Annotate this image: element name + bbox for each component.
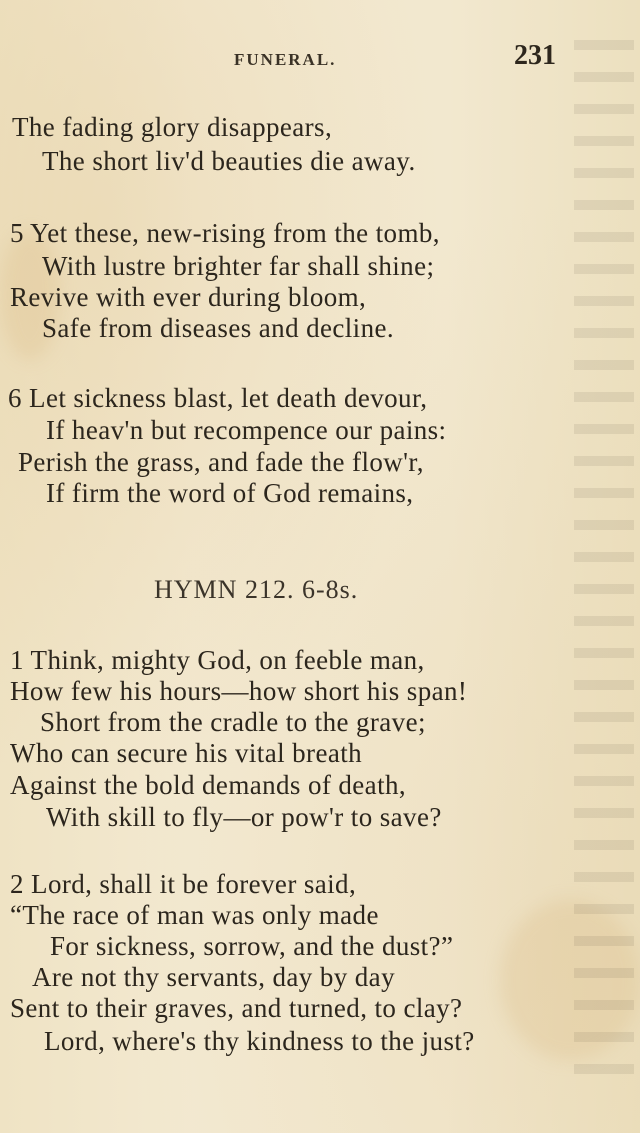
verse-line: Safe from diseases and decline.	[42, 313, 395, 343]
verse-line: With lustre brighter far shall shine;	[42, 251, 435, 281]
page-number: 231	[514, 40, 556, 71]
verse-line: Perish the grass, and fade the flow'r,	[18, 447, 424, 477]
verse-line: How few his hours—how short his span!	[10, 676, 468, 706]
verse-line: The fading glory disappears,	[12, 112, 333, 142]
verse-line: Revive with ever during bloom,	[10, 282, 367, 312]
verse-line: 2 Lord, shall it be forever said,	[10, 869, 357, 899]
verse-line: If firm the word of God remains,	[46, 478, 414, 508]
running-head	[0, 40, 640, 80]
verse-line: Against the bold demands of death,	[10, 770, 407, 800]
running-head-title: FUNERAL.	[234, 50, 337, 69]
verse-line: Are not thy servants, day by day	[32, 962, 395, 992]
verse-line: For sickness, sorrow, and the dust?”	[50, 931, 454, 961]
show-through-text	[574, 40, 634, 1080]
verse-line: Short from the cradle to the grave;	[40, 707, 426, 737]
verse-line: 1 Think, mighty God, on feeble man,	[10, 645, 425, 675]
verse-line: The short liv'd beauties die away.	[42, 146, 416, 176]
verse-line: With skill to fly—or pow'r to save?	[46, 802, 442, 832]
verse-line: Who can secure his vital breath	[10, 738, 363, 768]
verse-line: 6 Let sickness blast, let death devour,	[8, 383, 428, 413]
verse-line: “The race of man was only made	[10, 900, 379, 930]
verse-line: Sent to their graves, and turned, to clay?	[10, 993, 463, 1023]
verse-line: If heav'n but recompence our pains:	[46, 415, 447, 445]
verse-line: 5 Yet these, new-rising from the tomb,	[10, 218, 440, 248]
hymn-title: HYMN 212. 6-8s.	[154, 575, 359, 604]
verse-line: Lord, where's thy kindness to the just?	[44, 1026, 475, 1056]
